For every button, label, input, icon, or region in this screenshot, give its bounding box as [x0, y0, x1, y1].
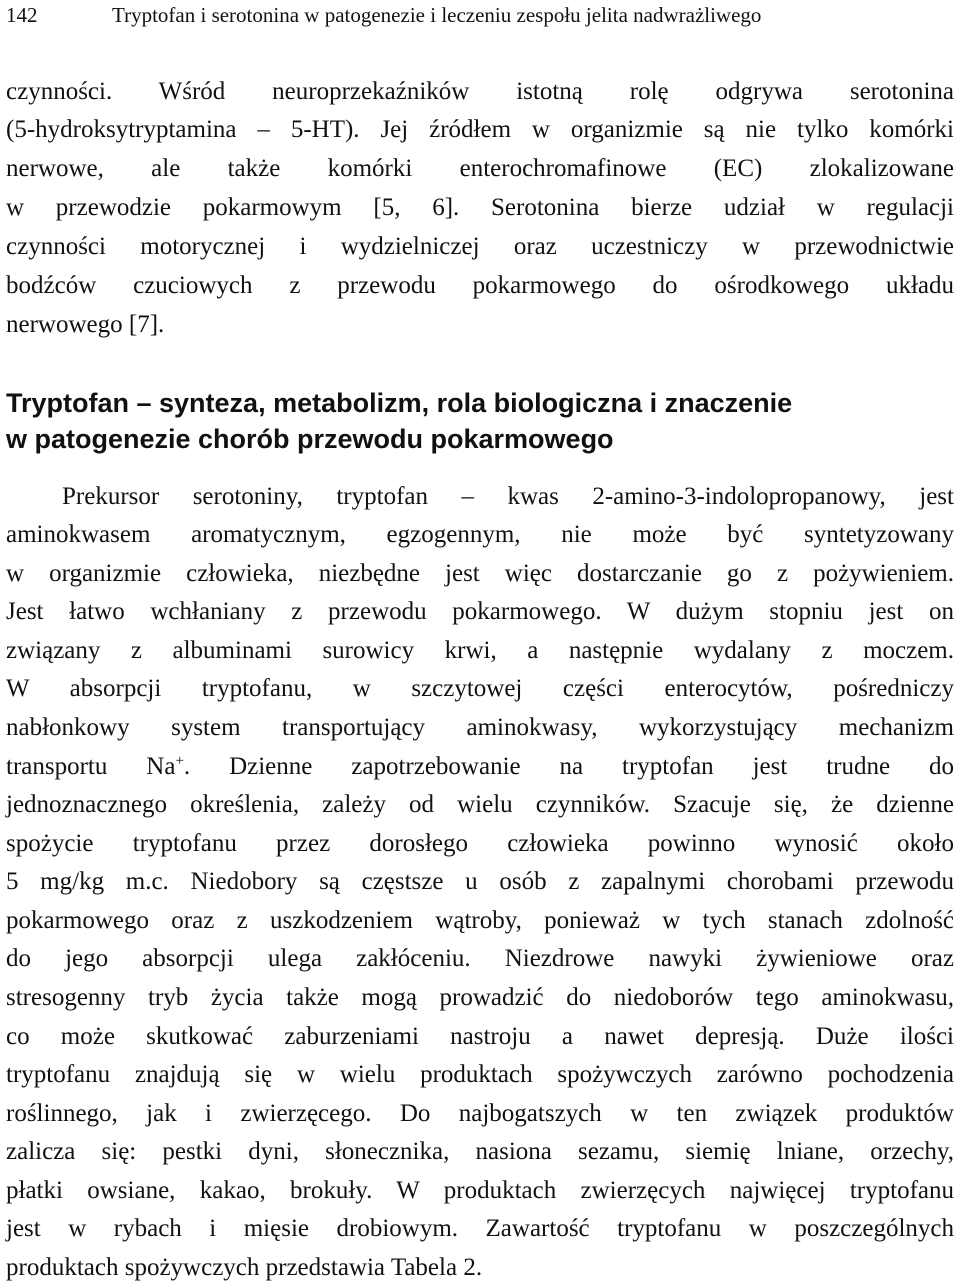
paragraph-line: spożycie tryptofanu przez dorosłego człowieka powinno wynosić około	[6, 830, 954, 857]
paragraph-line: czynności. Wśród neuroprzekaźników istotną rolę odgrywa serotonina	[6, 78, 954, 105]
paragraph-line: Jest łatwo wchłaniany z przewodu pokarmowego. W dużym stopniu jest on	[6, 598, 954, 625]
running-header	[6, 2, 954, 28]
paragraph-line: W absorpcji tryptofanu, w szczytowej części enterocytów, pośredniczy	[6, 675, 954, 702]
paragraph-line: 5 mg/kg m.c. Niedobory są częstsze u osób z zapalnymi chorobami przewodu	[6, 868, 954, 895]
text-span: . Dzienne zapotrzebowanie na tryptofan jest trudne do	[183, 753, 954, 780]
paragraph-line: zalicza się: pestki dyni, słonecznika, nasiona sezamu, siemię lniane, orzechy,	[6, 1138, 954, 1165]
paragraph-line: jest w rybach i mięsie drobiowym. Zawartość tryptofanu w poszczególnych	[6, 1215, 954, 1242]
paragraph-line: związany z albuminami surowicy krwi, a następnie wydalany z moczem.	[6, 637, 954, 664]
superscript-plus: +	[175, 753, 184, 769]
paragraph-line: nabłonkowy system transportujący aminokwasy, wykorzystujący mechanizm	[6, 714, 954, 741]
paragraph-line: nerwowego [7].	[6, 311, 165, 338]
paragraph-line: czynności motorycznej i wydzielniczej oraz uczestniczy w przewodnictwie	[6, 233, 954, 260]
paragraph-line: (5-hydroksytryptamina – 5-HT). Jej źródłem w organizmie są nie tylko komórki	[6, 116, 954, 143]
paragraph-line: stresogenny tryb życia także mogą prowadzić do niedoborów tego aminokwasu,	[6, 984, 954, 1011]
section-heading: Tryptofan – synteza, metabolizm, rola biologiczna i znaczenie	[6, 388, 793, 418]
paragraph-line: płatki owsiane, kakao, brokuły. W produktach zwierzęcych najwięcej tryptofanu	[6, 1177, 954, 1204]
paragraph-line: jednoznacznego określenia, zależy od wielu czynników. Szacuje się, że dzienne	[6, 791, 954, 818]
paragraph-line: pokarmowego oraz z uszkodzeniem wątroby, ponieważ w tych stanach zdolność	[6, 907, 954, 934]
paragraph-line: tryptofanu znajdują się w wielu produktach spożywczych zarówno pochodzenia	[6, 1061, 954, 1088]
paragraph-line: w przewodzie pokarmowym [5, 6]. Serotonina bierze udział w regulacji	[6, 194, 954, 221]
paragraph-line: co może skutkować zaburzeniami nastroju a nawet depresją. Duże ilości	[6, 1023, 954, 1050]
paragraph-line: nerwowe, ale także komórki enterochromafinowe (EC) zlokalizowane	[6, 155, 954, 182]
paragraph-line: Prekursor serotoniny, tryptofan – kwas 2-amino-3-indolopropanowy, jest	[62, 483, 954, 510]
running-title: Tryptofan i serotonina w patogenezie i leczeniu zespołu jelita nadwrażliwego	[112, 3, 762, 27]
paragraph-line: produktach spożywczych przedstawia Tabela 2.	[6, 1254, 483, 1281]
section-heading: w patogenezie chorób przewodu pokarmowego	[6, 424, 614, 454]
paragraph-line: do jego absorpcji ulega zakłóceniu. Niezdrowe nawyki żywieniowe oraz	[6, 945, 954, 972]
text-span: transportu Na	[6, 753, 176, 780]
paragraph-line-with-superscript	[6, 748, 954, 786]
paragraph-line: roślinnego, jak i zwierzęcego. Do najbogatszych w ten związek produktów	[6, 1100, 954, 1127]
page-number: 142	[6, 3, 38, 27]
paragraph-line: aminokwasem aromatycznym, egzogennym, nie może być syntetyzowany	[6, 521, 954, 548]
paragraph-line: bodźców czuciowych z przewodu pokarmowego do ośrodkowego układu	[6, 272, 954, 299]
paragraph-line: w organizmie człowieka, niezbędne jest więc dostarczanie go z pożywieniem.	[6, 560, 954, 587]
